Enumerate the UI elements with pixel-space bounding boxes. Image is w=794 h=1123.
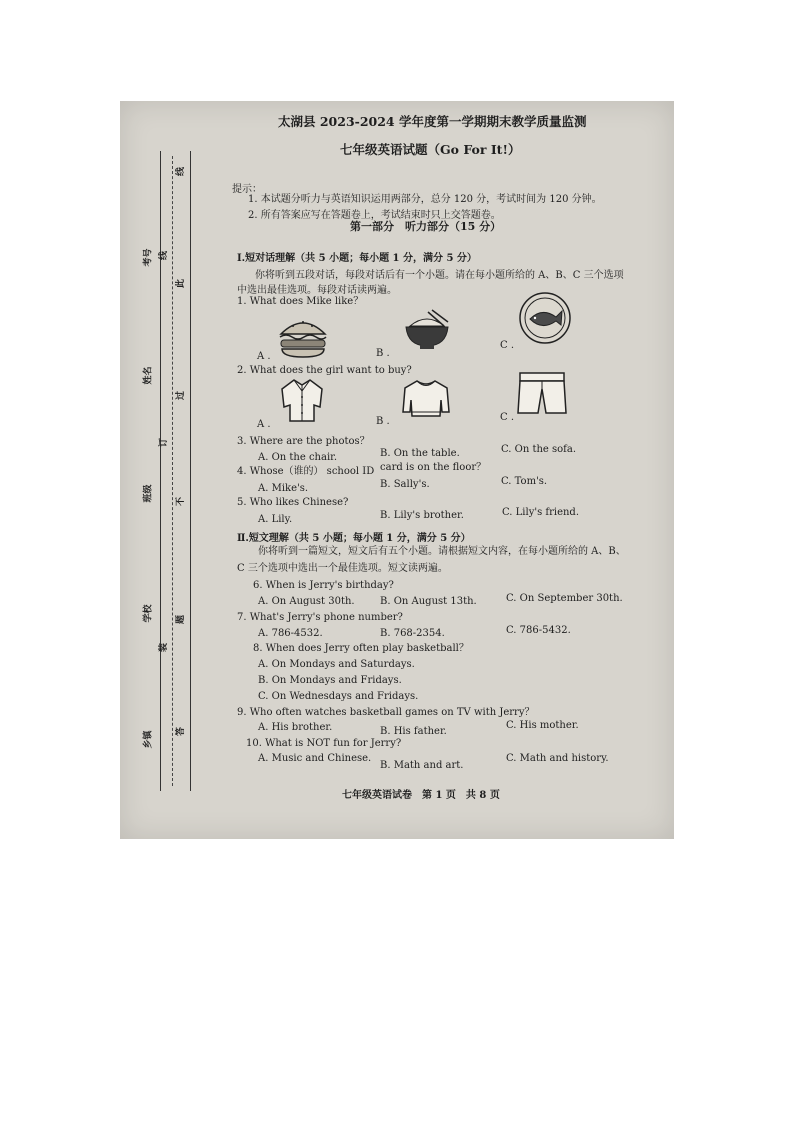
binding-dash-line: [172, 156, 173, 786]
q4-stem-a: 4. Whose（谁的） school ID: [237, 466, 375, 477]
binding-line-right: [190, 151, 191, 791]
label-xiangzhen: 乡镇: [143, 730, 154, 749]
section2-title: Ⅱ.短文理解（共 5 小题；每小题 1 分，满分 5 分）: [237, 533, 471, 544]
label-kaohao: 考号: [143, 248, 154, 267]
label-ding: 订: [159, 437, 170, 448]
warn-bu: 不: [176, 496, 187, 507]
q8-option-b: B. On Mondays and Fridays.: [258, 675, 402, 686]
q9-stem: 9. Who often watches basketball games on TV with Jerry？: [237, 707, 535, 718]
warn-ci: 此: [176, 278, 187, 289]
q1-stem: 1. What does Mike like？: [237, 296, 364, 307]
q6-stem: 6. When is Jerry's birthday?: [253, 580, 394, 591]
tips-label: 提示：: [232, 184, 262, 195]
q7-option-a: A. 786-4532.: [258, 628, 323, 639]
q9-option-b: B. His father.: [380, 726, 447, 737]
page-footer: 七年级英语试卷 第 1 页 共 8 页: [342, 790, 500, 801]
q1-option-b: B .: [376, 348, 390, 359]
q2-option-c: C .: [500, 412, 515, 423]
section1-instr-2: 中选出最佳选项。每段对话读两遍。: [237, 285, 397, 296]
hamburger-icon: [278, 314, 328, 358]
q9-option-a: A. His brother.: [258, 722, 333, 733]
label-xuexiao: 学校: [143, 604, 154, 623]
rice-bowl-icon: [402, 306, 452, 350]
q7-stem: 7. What's Jerry's phone number?: [237, 612, 403, 623]
section2-instr-2: C 三个选项中选出一个最佳选项。短文读两遍。: [237, 563, 448, 574]
section1-title: Ⅰ.短对话理解（共 5 小题；每小题 1 分，满分 5 分）: [237, 253, 477, 264]
section1-instr-1: 你将听到五段对话，每段对话后有一个小题。请在每小题所给的 A、B、C 三个选项: [255, 270, 624, 281]
label-zhuang: 装: [159, 642, 170, 653]
q6-option-c: C. On September 30th.: [506, 593, 623, 604]
q6-option-b: B. On August 13th.: [380, 596, 477, 607]
q2-option-a: A .: [257, 419, 271, 430]
binding-line-left: [160, 151, 161, 791]
tips-line-1: 1. 本试题分听力与英语知识运用两部分，总分 120 分，考试时间为 120 分钟。: [248, 194, 602, 205]
q10-option-b: B. Math and art.: [380, 760, 464, 771]
sweater-icon: [401, 378, 451, 420]
q3-option-a: A. On the chair.: [258, 452, 338, 463]
label-banji: 班级: [143, 484, 154, 503]
warn-guo: 过: [176, 390, 187, 401]
q10-stem: 10. What is NOT fun for Jerry?: [246, 738, 402, 749]
q4-option-b: B. Sally's.: [380, 479, 430, 490]
fish-plate-icon: [518, 291, 572, 345]
label-xingming: 姓名: [143, 366, 154, 385]
q4-option-a: A. Mike's.: [258, 483, 309, 494]
q3-stem: 3. Where are the photos？: [237, 436, 370, 447]
q5-stem: 5. Who likes Chinese?: [237, 497, 349, 508]
q5-option-a: A. Lily.: [258, 514, 293, 525]
warn-xian: 线: [176, 166, 187, 177]
shorts-icon: [516, 371, 568, 417]
q2-option-b: B .: [376, 416, 390, 427]
warn-da: 答: [176, 726, 187, 737]
label-xian: 线: [159, 250, 170, 261]
q3-option-c: C. On the sofa.: [501, 444, 577, 455]
q4-option-c: C. Tom's.: [501, 476, 548, 487]
shirt-icon: [280, 377, 324, 423]
section2-instr-1: 你将听到一篇短文，短文后有五个小题。请根据短文内容，在每小题所给的 A、B、: [258, 546, 626, 557]
q4-stem-b: card is on the floor？: [380, 462, 487, 473]
exam-subtitle: 七年级英语试题（Go For It!）: [340, 142, 521, 157]
q5-option-b: B. Lily's brother.: [380, 510, 464, 521]
part1-title: 第一部分 听力部分（15 分）: [350, 220, 502, 233]
q6-option-a: A. On August 30th.: [258, 596, 355, 607]
q1-option-a: A .: [257, 351, 271, 362]
q10-option-c: C. Math and history.: [506, 753, 609, 764]
q3-option-b: B. On the table.: [380, 448, 460, 459]
q9-option-c: C. His mother.: [506, 720, 579, 731]
q7-option-b: B. 768-2354.: [380, 628, 445, 639]
q7-option-c: C. 786-5432.: [506, 625, 571, 636]
scanned-exam-page: [120, 101, 674, 839]
warn-ti: 题: [176, 614, 187, 625]
q8-option-a: A. On Mondays and Saturdays.: [258, 659, 415, 670]
exam-title: 太湖县 2023-2024 学年度第一学期期末教学质量监测: [278, 114, 587, 129]
q5-option-c: C. Lily's friend.: [502, 507, 580, 518]
q2-stem: 2. What does the girl want to buy?: [237, 365, 412, 376]
q1-option-c: C .: [500, 340, 515, 351]
q10-option-a: A. Music and Chinese.: [258, 753, 372, 764]
q8-stem: 8. When does Jerry often play basketball？: [253, 643, 469, 654]
tips-line-2: 2. 所有答案应写在答题卷上，考试结束时只上交答题卷。: [248, 210, 501, 221]
q8-option-c: C. On Wednesdays and Fridays.: [258, 691, 419, 702]
